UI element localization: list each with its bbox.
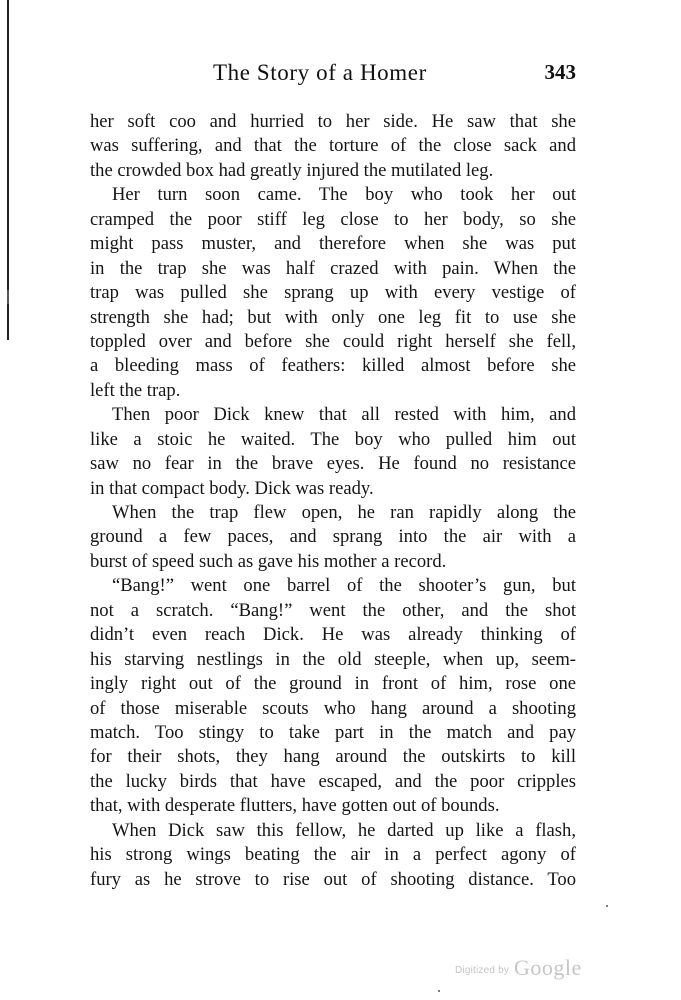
text-line: cramped the poor stiff leg close to her body, so she [90,208,576,230]
text-line: saw no fear in the brave eyes. He found no resistance [90,453,576,475]
text-line: “Bang!” went one barrel of the shooter’s gun, but [112,575,576,597]
text-line: didn’t even reach Dick. He was already thinking of [90,624,576,646]
text-line: ingly right out of the ground in front of him, rose one [90,673,576,695]
text-line: was suffering, and that the torture of the close sack and [90,135,576,157]
paragraph [90,403,576,501]
running-head-title: The Story of a Homer [213,60,427,85]
text-line: Her turn soon came. The boy who took her out [112,184,576,206]
text-line: might pass muster, and therefore when she was put [90,233,576,255]
text-line: that, with desperate flutters, have gotten out of bounds. [90,795,500,817]
text-line: his starving nestlings in the old steeple, when up, seem- [90,648,576,670]
text-line: fury as he strove to rise out of shooting distance. Too [90,868,576,890]
text-line: trap was pulled she sprang up with every vestige of [90,282,576,304]
text-line: left the trap. [90,379,181,401]
google-logo: Google [514,955,582,980]
text-line: in that compact body. Dick was ready. [90,477,374,499]
text-line: of those miserable scouts who hang around a shooting [90,697,576,719]
text-line: his strong wings beating the air in a perfect agony of [90,844,576,866]
text-line: like a stoic he waited. The boy who pulled him out [90,428,576,450]
text-line: Then poor Dick knew that all rested with him, and [112,404,576,426]
text-line: ground a few paces, and sprang into the air with a [90,526,576,548]
paragraph [90,183,576,403]
scan-speck [438,990,440,992]
page-margin-rule [7,0,9,340]
text-line: strength she had; but with only one leg fit to use she [90,306,576,328]
body-text [90,110,576,892]
text-line: When Dick saw this fellow, he darted up like a flash, [112,819,576,841]
paragraph [90,819,576,892]
digitized-by-google-watermark [455,955,605,985]
text-line: burst of speed such as gave his mother a record. [90,550,447,572]
scan-speck [606,905,608,907]
paragraph [90,574,576,818]
paragraph [90,501,576,574]
text-line: toppled over and before she could right herself she fell, [90,330,576,352]
page-number: 343 [544,60,576,84]
text-line: When the trap flew open, he ran rapidly along the [112,502,576,523]
text-line: her soft coo and hurried to her side. He saw that she [90,111,576,132]
text-line: match. Too stingy to take part in the match and pay [90,721,576,743]
text-line: for their shots, they hang around the outskirts to kill [90,746,576,768]
text-line: a bleeding mass of feathers: killed almost before she [90,355,576,377]
page-margin-tick [7,290,9,304]
text-line: not a scratch. “Bang!” went the other, and the shot [90,599,576,621]
watermark-small-text: Digitized by [455,965,510,976]
text-line: the lucky birds that have escaped, and the poor cripples [90,770,576,792]
paragraph [90,110,576,183]
text-line: the crowded box had greatly injured the mutilated leg. [90,159,494,181]
text-line: in the trap she was half crazed with pain. When the [90,257,576,279]
running-head [90,60,582,92]
